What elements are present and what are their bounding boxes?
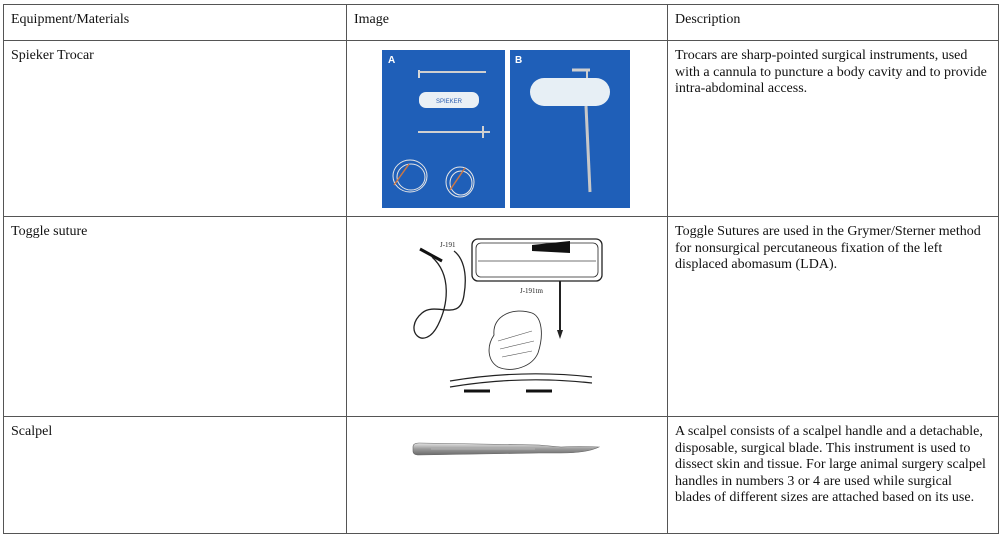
image-cell xyxy=(347,41,668,217)
header-description: Description xyxy=(668,5,999,41)
equipment-name: Spieker Trocar xyxy=(4,41,347,217)
table-row xyxy=(4,41,999,217)
header-row xyxy=(4,5,999,41)
image-cell xyxy=(347,417,668,534)
table-row xyxy=(4,417,999,534)
description-cell xyxy=(668,417,999,534)
label-j191tm: J-191tm xyxy=(520,287,543,295)
description-text: Trocars are sharp-pointed surgical instruments, used with a cannula to puncture a body cavity and to provide intra-abdominal access. xyxy=(675,48,987,96)
label-j191: J-191 xyxy=(440,241,456,249)
table-row xyxy=(4,217,999,417)
equipment-table xyxy=(3,4,999,534)
header-equipment: Equipment/Materials xyxy=(4,5,347,41)
trocar-photo-icon xyxy=(382,50,630,208)
description-text: A scalpel consists of a scalpel handle and a detachable, disposable, surgical blade. This instrument is used to dissect skin and tissue. For large animal surgery scalpel handles in numbers 3 or 4 are used while surgical blades of different sizes are attached based on its use. xyxy=(675,424,986,505)
description-cell xyxy=(668,217,999,417)
handle-text: SPIEKER xyxy=(435,99,463,105)
description-cell xyxy=(668,41,999,217)
equipment-name: Scalpel xyxy=(4,417,347,534)
description-text: Toggle Sutures are used in the Grymer/Sterner method for nonsurgical percutaneous fixation of the left displaced abomasum (LDA). xyxy=(675,224,981,272)
scalpel-photo-icon xyxy=(411,437,601,467)
header-image: Image xyxy=(347,5,668,41)
panel-label-a: A xyxy=(388,55,396,66)
image-cell xyxy=(347,217,668,417)
panel-label-b: B xyxy=(515,55,523,66)
equipment-name: Toggle suture xyxy=(4,217,347,417)
toggle-suture-drawing-icon xyxy=(402,235,607,405)
